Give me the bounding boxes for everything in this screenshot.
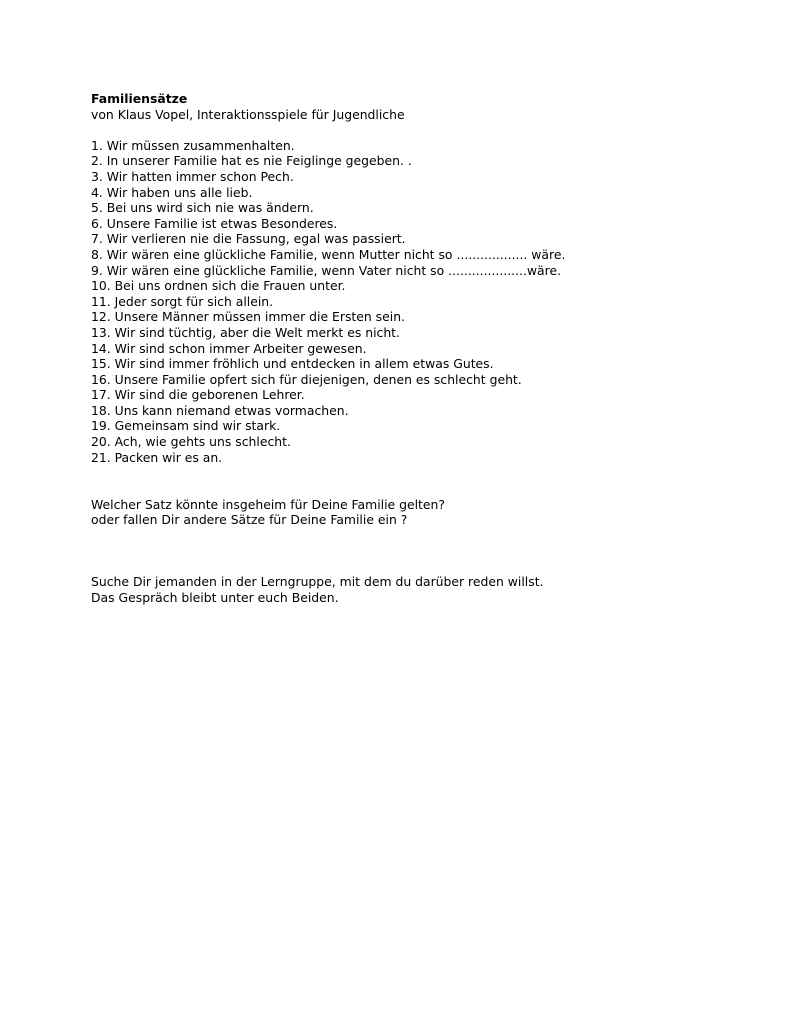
sentence-item: 8. Wir wären eine glückliche Familie, wenn Mutter nicht so .................. wäre.	[91, 246, 566, 262]
closing-line: Suche Dir jemanden in der Lerngruppe, mit dem du darüber reden willst.	[91, 574, 544, 590]
question-paragraph	[91, 497, 751, 528]
sentence-item: 13. Wir sind tüchtig, aber die Welt merkt es nicht.	[91, 324, 400, 340]
sentence-item: 18. Uns kann niemand etwas vormachen.	[91, 402, 349, 418]
closing-line: Das Gespräch bleibt unter euch Beiden.	[91, 590, 339, 606]
sentence-list	[91, 138, 751, 465]
sentence-item: 11. Jeder sorgt für sich allein.	[91, 293, 274, 309]
sentence-item: 7. Wir verlieren nie die Fassung, egal was passiert.	[91, 231, 406, 247]
document-title: Familiensätze	[91, 91, 188, 106]
sentence-item: 1. Wir müssen zusammenhalten.	[91, 137, 295, 153]
document-subtitle: von Klaus Vopel, Interaktionsspiele für Jugendliche	[91, 106, 405, 122]
sentence-item: 10. Bei uns ordnen sich die Frauen unter.	[91, 278, 346, 294]
question-line: Welcher Satz könnte insgeheim für Deine Familie gelten?	[91, 496, 445, 512]
sentence-item: 20. Ach, wie gehts uns schlecht.	[91, 434, 291, 450]
closing-paragraph	[91, 574, 751, 605]
sentence-item: 15. Wir sind immer fröhlich und entdecken in allem etwas Gutes.	[91, 356, 494, 372]
sentence-item: 17. Wir sind die geborenen Lehrer.	[91, 387, 305, 403]
sentence-item: 19. Gemeinsam sind wir stark.	[91, 418, 281, 434]
sentence-item: 4. Wir haben uns alle lieb.	[91, 184, 253, 200]
document-page	[91, 91, 751, 606]
sentence-item: 12. Unsere Männer müssen immer die Ersten sein.	[91, 309, 405, 325]
sentence-item: 3. Wir hatten immer schon Pech.	[91, 168, 294, 184]
question-line: oder fallen Dir andere Sätze für Deine Familie ein ?	[91, 512, 408, 528]
sentence-item: 16. Unsere Familie opfert sich für diejenigen, denen es schlecht geht.	[91, 371, 522, 387]
sentence-item: 5. Bei uns wird sich nie was ändern.	[91, 200, 314, 216]
sentence-item: 9. Wir wären eine glückliche Familie, wenn Vater nicht so ....................wäre.	[91, 262, 562, 278]
sentence-item: 14. Wir sind schon immer Arbeiter gewesen.	[91, 340, 367, 356]
sentence-item: 2. In unserer Familie hat es nie Feiglinge gegeben. .	[91, 153, 412, 169]
sentence-item: 6. Unsere Familie ist etwas Besonderes.	[91, 215, 338, 231]
sentence-item: 21. Packen wir es an.	[91, 449, 223, 465]
